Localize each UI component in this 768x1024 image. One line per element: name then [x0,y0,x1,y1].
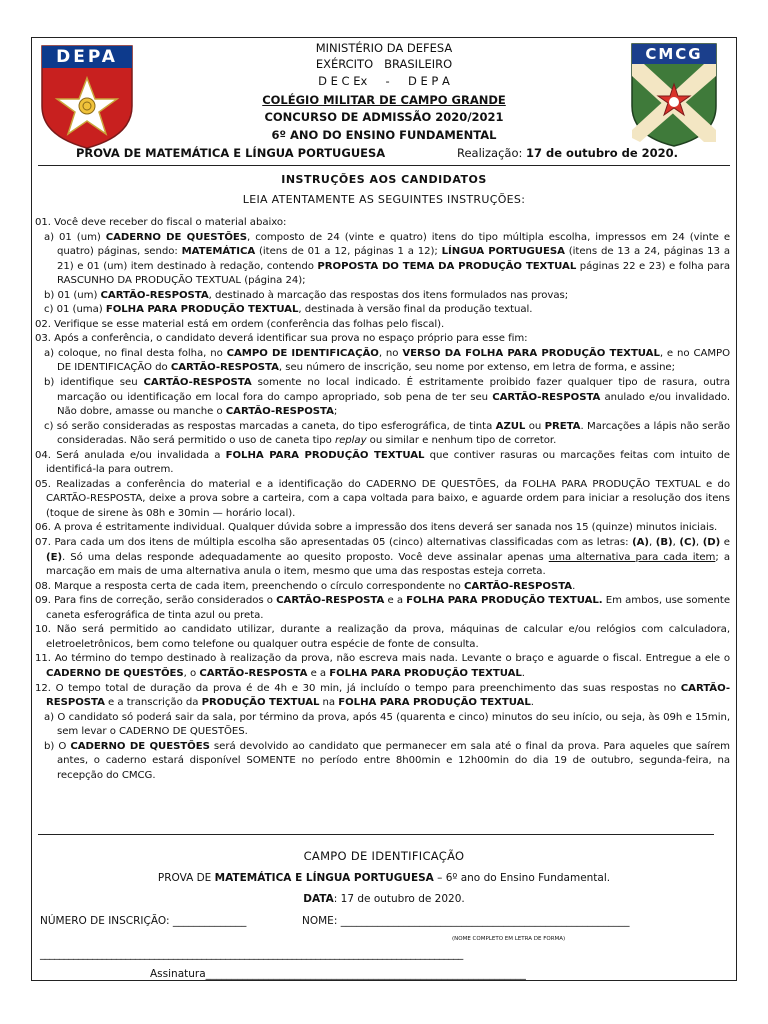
contest-title: CONCURSO DE ADMISSÃO 2020/2021 [264,110,504,124]
signature-line[interactable]: _________________________________________________________________________________________ [40,948,463,960]
instruction-02: 02. Verifique se esse material está em ordem (conferência das folhas pelo fiscal). [35,318,445,330]
identification-title: CAMPO DE IDENTIFICAÇÃO [303,849,465,863]
instruction-05: 05. Realizadas a conferência do material e a identificação do CADERNO DE QUESTÕES, da FOLHA PARA PRODUÇÃO TEXTUAL e do CARTÃO-RESPOSTA, deixe a prova sobre a carteira, com a capa voltada para baixo, e aguarde ordem para iniciar a resolução dos itens (toque de sirene às 08h e 30min — horário local). [35,478,730,519]
instruction-07: 07. Para cada um dos itens de múltipla escolha são apresentadas 05 (cinco) alternativas classificadas com as letras: (A), (B), (C), (D) e (E). Só uma delas responde adequadamente ao quesito proposto. Você deve assinalar apenas uma alternativa para cada item; a marcação em mais de uma alternativa anula o item, mesmo que uma das respostas esteja correta. [35,537,730,578]
school-name: COLÉGIO MILITAR DE CAMPO GRANDE [262,93,506,107]
instruction-12a: a) O candidato só poderá sair da sala, por término da prova, após 45 (quarenta e cinco) minutos do seu início, ou seja, às 09h e 15min, sem levar o CADERNO DE QUESTÕES. [44,711,730,738]
exam-cover-page [31,37,737,981]
instructions-subtitle: LEIA ATENTAMENTE AS SEGUINTES INSTRUÇÕES: [242,193,526,206]
instruction-03a: a) coloque, no final desta folha, no CAMPO DE IDENTIFICAÇÃO, no VERSO DA FOLHA PARA PRODUÇÃO TEXTUAL, e no CAMPO DE IDENTIFICAÇÃO do CARTÃO-RESPOSTA, seu número de inscrição, seu nome por extenso, em letra de forma, e assine; [44,347,731,374]
instruction-01c: c) 01 (uma) FOLHA PARA PRODUÇÃO TEXTUAL, destinada à versão final da produção textual. [44,304,533,316]
instruction-10: 10. Não será permitido ao candidato utilizar, durante a realização da prova, máquinas de calcular e/ou relógios com calculadora, eletroeletrônicos, bem como telefone ou qualquer outra espécie de fonte de consulta. [35,624,730,650]
instruction-08: 08. Marque a resposta certa de cada item, preenchendo o círculo correspondente no CARTÃO-RESPOSTA. [35,580,576,592]
instruction-06: 06. A prova é estritamente individual. Qualquer dúvida sobre a impressão dos itens deverá ser sanada nos 15 (quinze) minutos iniciais. [35,522,718,534]
instructions-list [35,216,730,783]
identification-exam: PROVA DE MATEMÁTICA E LÍNGUA PORTUGUESA – 6º ano do Ensino Fundamental. [157,872,611,884]
exam-subject: PROVA DE MATEMÁTICA E LÍNGUA PORTUGUESA [76,146,386,160]
name-field-hint: (NOME COMPLETO EM LETRA DE FORMA) [452,936,566,942]
instruction-12: 12. O tempo total de duração da prova é de 4h e 30 min, já incluído o tempo para preenchimento das suas respostas no CARTÃO-RESPOSTA e a transcrição da PRODUÇÃO TEXTUAL na FOLHA PARA PRODUÇÃO TEXTUAL. [35,682,730,709]
header-divider [38,165,730,166]
decex-line: D E C Ex - D E P A [318,74,450,88]
instruction-03: 03. Após a conferência, o candidato deverá identificar sua prova no espaço próprio para esse fim: [35,333,528,345]
instruction-12b: b) O CADERNO DE QUESTÕES será devolvido ao candidato que permanecer em sala até o final da prova. Para aqueles que saírem antes, o caderno estará disponível SOMENTE no período entre 8h00min e 12h00min do dia 19 de outubro, segunda-feira, na recepção do CMCG. [44,740,730,781]
name-field[interactable]: NOME: _______________________________________________________ [302,915,630,927]
identification-divider [38,834,714,835]
identification-date: DATA: 17 de outubro de 2020. [303,893,465,905]
instruction-01: 01. Você deve receber do fiscal o material abaixo: [35,217,287,228]
instruction-04: 04. Será anulada e/ou invalidada a FOLHA PARA PRODUÇÃO TEXTUAL que contiver rasuras ou marcações feitas com intuito de identificá-la para outrem. [35,449,730,476]
army-line: EXÉRCITO BRASILEIRO [315,57,453,71]
exam-date [457,146,678,160]
registration-number-field[interactable]: NÚMERO DE INSCRIÇÃO: ______________ [40,915,247,927]
instruction-03b: b) identifique seu CARTÃO-RESPOSTA somente no local indicado. É estritamente proibido fazer qualquer tipo de rasura, outra marcação ou identificação em local fora do campo apropriado, sob pena de ter seu CARTÃO-RESPOSTA anulado e/ou invalidado. Não dobre, amasse ou manche o CARTÃO-RESPOSTA; [44,377,731,418]
exam-date-value: 17 de outubro de 2020. [526,146,679,160]
exam-date-label: Realização: [457,146,523,160]
instruction-09: 09. Para fins de correção, serão considerados o CARTÃO-RESPOSTA e a FOLHA PARA PRODUÇÃO TEXTUAL. Em ambos, use somente caneta esferográfica de tinta azul ou preta. [35,595,730,621]
grade-line: 6º ANO DO ENSINO FUNDAMENTAL [271,128,497,142]
instruction-01a: a) 01 (um) CADERNO DE QUESTÕES, composto de 24 (vinte e quatro) itens do tipo múltipla escolha, impressos em 24 (vinte e quatro) páginas, sendo: MATEMÁTICA (itens de 01 a 12, páginas 1 a 12); LÍNGUA PORTUGUESA (itens de 13 a 24, páginas 13 a 21) e 01 (um) item destinado à redação, contendo PROPOSTA DO TEMA DA PRODUÇÃO TEXTUAL páginas 22 e 23) e folha para RASCUNHO DA PRODUÇÃO TEXTUAL (página 24); [44,231,731,287]
instruction-11: 11. Ao término do tempo destinado à realização da prova, não escreva mais nada. Levante o braço e aguarde o fiscal. Entregue a ele o CADERNO DE QUESTÕES, o CARTÃO-RESPOSTA e a FOLHA PARA PRODUÇÃO TEXTUAL. [35,653,730,679]
instructions-title: INSTRUÇÕES AOS CANDIDATOS [281,173,487,186]
signature-field[interactable]: Assinatura_____________________________________________________________ [150,968,526,980]
ministry-line: MINISTÉRIO DA DEFESA [315,41,453,55]
cmcg-logo-text: CMCG [645,45,703,63]
instruction-03c: c) só serão consideradas as respostas marcadas a caneta, do tipo esferográfica, de tinta AZUL ou PRETA. Marcações a lápis não serão consideradas. Não será permitido o uso de caneta tipo replay ou similar e nenhum tipo de corretor. [44,420,730,447]
depa-logo-text: DEPA [56,47,118,67]
instruction-01b: b) 01 (um) CARTÃO-RESPOSTA, destinado à marcação das respostas dos itens formulados nas provas; [44,289,569,301]
